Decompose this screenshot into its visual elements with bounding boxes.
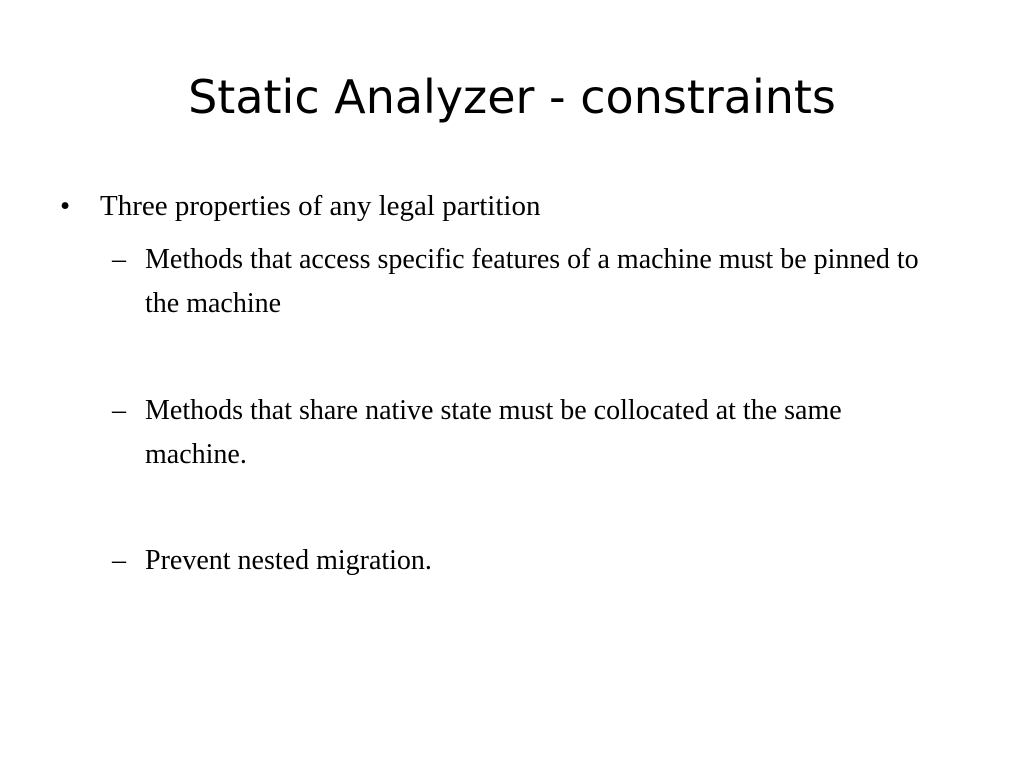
sub-bullet-marker: –: [112, 395, 126, 426]
bullet-text: Three properties of any legal partition: [100, 190, 541, 222]
sub-bullet-marker: –: [112, 545, 126, 576]
sub-bullet-item: [112, 238, 919, 326]
sub-bullet-item: [112, 539, 912, 583]
sub-bullet-marker: –: [112, 244, 126, 275]
sub-bullet-item: [112, 389, 912, 477]
slide-title: Static Analyzer - constraints: [188, 70, 836, 124]
sub-bullet-text: Methods that share native state must be collocated at the same machine.: [145, 395, 842, 470]
bullet-marker: •: [60, 190, 71, 222]
sub-bullet-text: Prevent nested migration.: [145, 545, 432, 576]
sub-bullet-text: Methods that access specific features of a machine must be pinned to the machine: [145, 244, 919, 319]
